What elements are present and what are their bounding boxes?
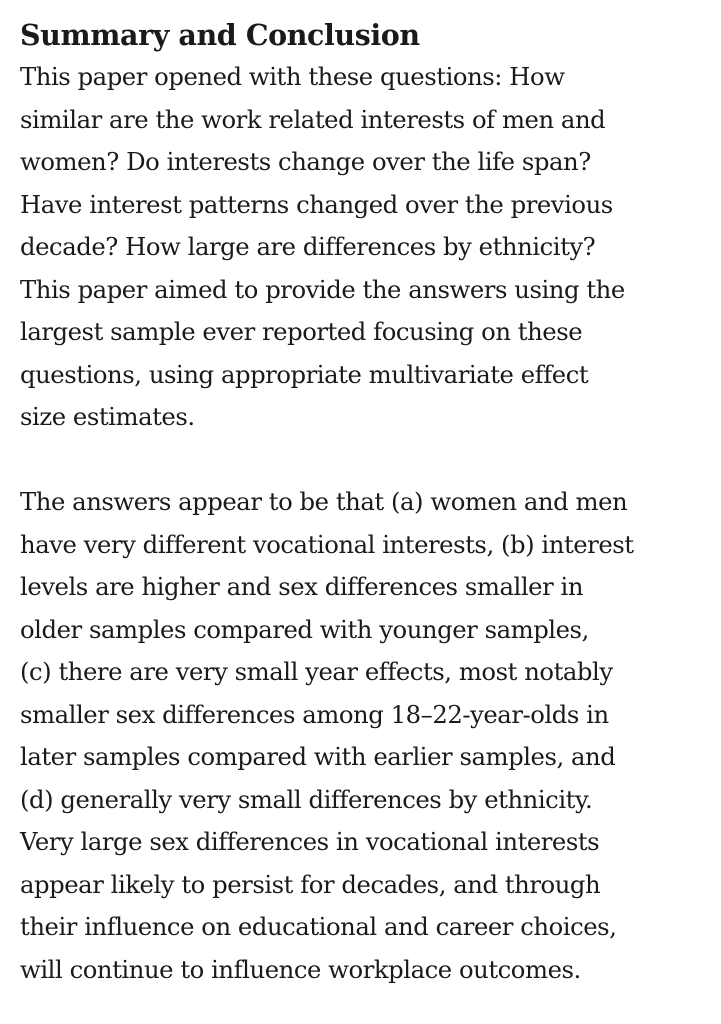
paragraph-line: The answers appear to be that (a) women and men [20,487,628,516]
paragraph-line: later samples compared with earlier samples, and [20,742,616,771]
paragraph-line: questions, using appropriate multivariate effect [20,359,589,389]
paragraph-line: Have interest patterns changed over the previous [20,189,613,219]
paragraph-line: have very different vocational interests, (b) interest [20,529,634,559]
paragraph-line: (c) there are very small year effects, most notably [20,657,613,686]
paragraph-spacer [20,439,715,482]
paragraph-line: Very large sex differences in vocational interests [20,827,600,856]
paragraph-line: size estimates. [20,402,195,431]
paragraph-line: levels are higher and sex differences smaller in [20,572,584,601]
paragraph-line: largest sample ever reported focusing on these [20,317,583,346]
document-page [20,14,715,991]
paragraph-line: their influence on educational and career choices, [20,912,617,941]
paragraph-line: older samples compared with younger samples, [20,614,589,644]
paragraph-2 [20,481,715,991]
paragraph-line: appear likely to persist for decades, and through [20,869,601,899]
paragraph-line: will continue to influence workplace outcomes. [20,954,581,984]
paragraph-line: women? Do interests change over the life span? [20,147,591,176]
paragraph-line: similar are the work related interests of men and [20,104,606,134]
paragraph-line: This paper opened with these questions: How [20,62,565,91]
section-heading: Summary and Conclusion [20,18,420,52]
paragraph-1 [20,56,715,439]
paragraph-line: smaller sex differences among 18–22-year-olds in [20,699,609,729]
paragraph-line: (d) generally very small differences by ethnicity. [20,784,593,814]
paragraph-line: decade? How large are differences by ethnicity? [20,232,596,261]
paragraph-line: This paper aimed to provide the answers using the [20,274,625,304]
